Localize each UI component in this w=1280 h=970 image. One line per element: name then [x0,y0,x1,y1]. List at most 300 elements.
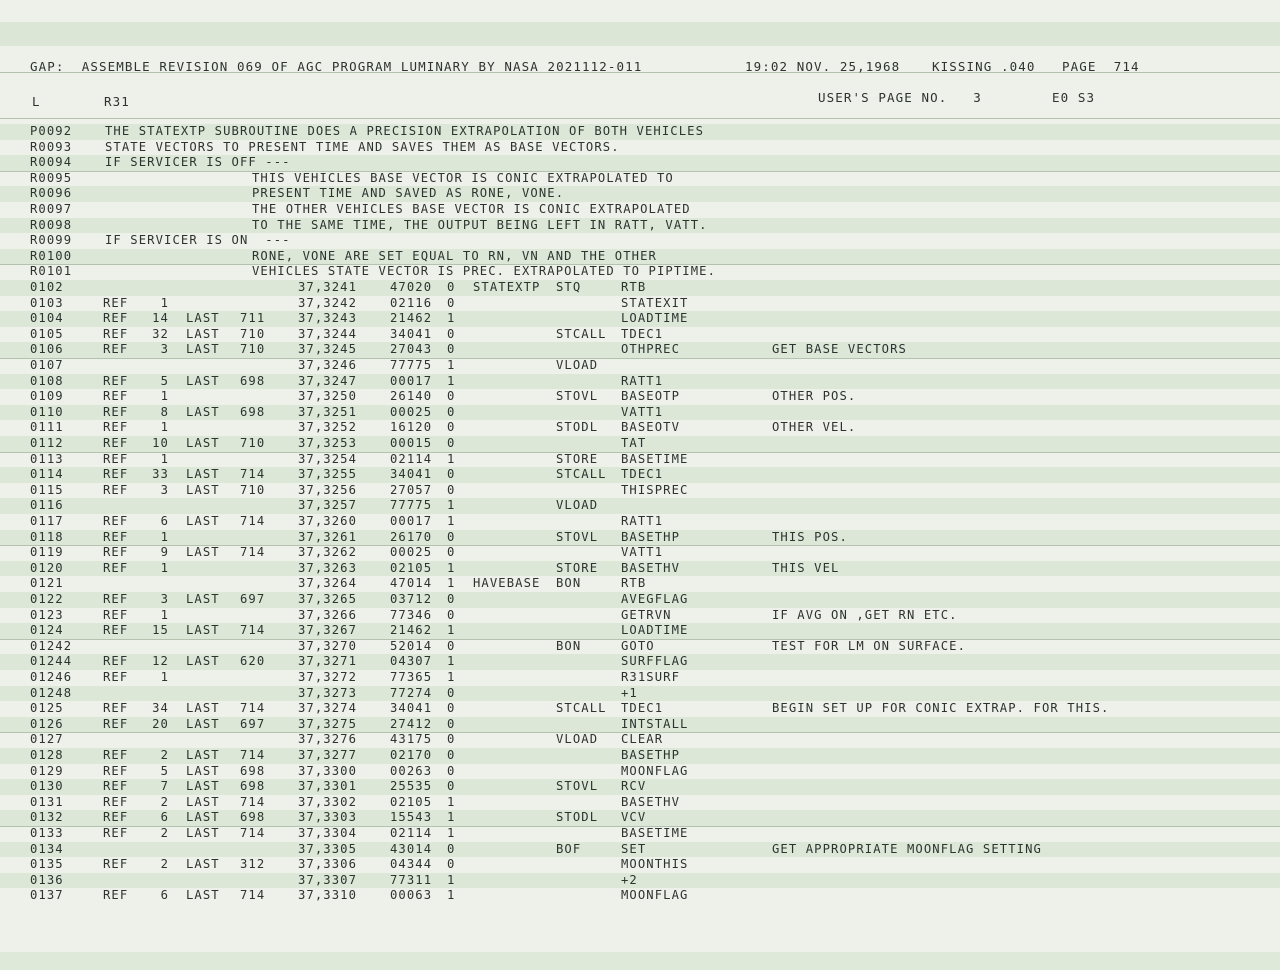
octal-code: 00015 [390,436,433,450]
line-number: 01246 [30,670,73,684]
last-label: LAST [186,826,220,840]
line-number: 0109 [30,389,64,404]
operand: RTB [621,576,647,591]
last-page: 714 [240,748,266,762]
last-page: 714 [240,826,266,840]
ref-count: 9 [160,545,169,560]
last-page: 698 [240,373,266,388]
address: 37,3257 [298,498,358,513]
operand: VCV [621,810,647,825]
line-number: 0118 [30,529,64,544]
last-label: LAST [186,436,220,450]
line-number: 01242 [30,638,73,653]
parity-flag: 1 [447,560,456,575]
line-number: 0105 [30,326,64,341]
address: 37,3304 [298,826,358,840]
octal-code: 00017 [390,514,433,528]
address: 37,3270 [298,638,358,653]
octal-code: 25535 [390,779,433,794]
parity-flag: 0 [447,420,456,435]
octal-code: 77274 [390,685,433,700]
last-label: LAST [186,342,220,357]
address: 37,3300 [298,763,358,778]
ref-label: REF [103,654,129,669]
parity-flag: 0 [447,295,456,310]
octal-code: 00025 [390,545,433,560]
parity-flag: 0 [447,342,456,357]
octal-code: 77775 [390,498,433,513]
last-label: LAST [186,482,220,497]
listing-row [0,670,1280,686]
ref-label: REF [103,389,129,404]
octal-code: 77346 [390,607,433,622]
log-section-l: L [32,94,41,109]
listing-row [0,842,1280,858]
last-label: LAST [186,701,220,716]
opcode: STCALL [556,701,607,716]
operand: RCV [621,779,647,794]
octal-code: 00025 [390,404,433,419]
operand: STATEXIT [621,295,689,310]
opcode: STODL [556,420,599,435]
listing-row [0,483,1280,499]
line-number: 0126 [30,716,64,731]
ref-label: REF [103,342,129,357]
last-page: 714 [240,794,266,809]
address: 37,3265 [298,592,358,606]
address: 37,3272 [298,670,358,684]
octal-code: 02114 [390,451,433,466]
operand: MOONTHIS [621,857,689,872]
line-number: R0098 [30,217,73,232]
last-page: 620 [240,654,266,669]
address: 37,3267 [298,623,358,638]
opcode: STOVL [556,529,599,544]
listing-row [0,748,1280,764]
line-number: 0129 [30,763,64,778]
listing-row [0,873,1280,889]
last-label: LAST [186,404,220,419]
listing-row [0,888,1280,904]
ref-label: REF [103,529,129,544]
listing-row [0,576,1280,592]
comment-text: VEHICLES STATE VECTOR IS PREC. EXTRAPOLATED TO PIPTIME. [252,264,717,279]
listing-row [0,795,1280,811]
ref-count: 20 [152,716,169,731]
parity-flag: 0 [447,529,456,544]
ref-count: 6 [160,810,169,825]
symbol-label: STATEXTP [473,280,541,294]
line-number: 0133 [30,826,64,840]
parity-flag: 1 [447,794,456,809]
ref-label: REF [103,373,129,388]
users-page-number: USER'S PAGE NO. 3 [818,90,982,105]
operand: TDEC1 [621,701,664,716]
ref-label: REF [103,420,129,435]
octal-code: 04344 [390,857,433,872]
ref-label: REF [103,326,129,341]
comment-text: THE OTHER VEHICLES BASE VECTOR IS CONIC EXTRAPOLATED [252,202,691,216]
line-number: 0132 [30,810,64,825]
ref-count: 5 [160,373,169,388]
operand: RTB [621,280,647,294]
ref-count: 2 [160,826,169,840]
opcode: STORE [556,451,599,466]
octal-code: 34041 [390,467,433,482]
address: 37,3251 [298,404,358,419]
line-number: 0114 [30,467,64,482]
ref-label: REF [103,748,129,762]
opcode: BON [556,576,582,591]
listing-row [0,249,1280,265]
line-number: 0107 [30,358,64,372]
address: 37,3275 [298,716,358,731]
opcode: VLOAD [556,498,599,513]
last-page: 714 [240,888,266,903]
operand: RATT1 [621,373,664,388]
ref-count: 15 [152,623,169,638]
header-title: GAP: ASSEMBLE REVISION 069 OF AGC PROGRAM LUMINARY BY NASA 2021112-011 [30,59,643,74]
listing-row [0,202,1280,218]
address: 37,3310 [298,888,358,903]
last-page: 711 [240,311,266,326]
ref-count: 3 [160,342,169,357]
line-number: 0137 [30,888,64,903]
last-label: LAST [186,311,220,326]
listing-row [0,124,1280,140]
operand: BASEOTP [621,389,681,404]
parity-flag: 0 [447,326,456,341]
parity-flag: 0 [447,685,456,700]
parity-flag: 0 [447,841,456,856]
address: 37,3262 [298,545,358,560]
ref-label: REF [103,607,129,622]
line-number: 0125 [30,701,64,716]
last-page: 714 [240,623,266,638]
line-number: 0131 [30,794,64,809]
parity-flag: 1 [447,311,456,326]
last-label: LAST [186,748,220,762]
ref-count: 1 [160,451,169,466]
line-number: R0096 [30,186,73,201]
line-number: R0094 [30,155,73,170]
comment: THIS VEL [772,560,840,575]
listing-row [0,639,1280,655]
octal-code: 52014 [390,638,433,653]
listing-row [0,717,1280,733]
ref-count: 1 [160,529,169,544]
address: 37,3243 [298,311,358,326]
octal-code: 15543 [390,810,433,825]
octal-code: 26170 [390,529,433,544]
ref-count: 5 [160,763,169,778]
last-label: LAST [186,514,220,528]
address: 37,3261 [298,529,358,544]
line-number: 0111 [30,420,64,435]
address: 37,3252 [298,420,358,435]
operand: BASETIME [621,826,689,840]
line-number: 0116 [30,498,64,513]
line-number: 0106 [30,342,64,357]
last-page: 714 [240,701,266,716]
comment: OTHER POS. [772,389,857,404]
listing-row [0,311,1280,327]
opcode: STCALL [556,467,607,482]
last-label: LAST [186,794,220,809]
last-label: LAST [186,716,220,731]
comment: GET BASE VECTORS [772,342,907,357]
listing-row [0,327,1280,343]
address: 37,3260 [298,514,358,528]
line-number: 0120 [30,560,64,575]
parity-flag: 1 [447,872,456,887]
ref-count: 1 [160,607,169,622]
address: 37,3266 [298,607,358,622]
last-page: 714 [240,467,266,482]
operand: BASETHV [621,560,681,575]
ref-label: REF [103,623,129,638]
operand: GETRVN [621,607,672,622]
ref-count: 3 [160,482,169,497]
comment: GET APPROPRIATE MOONFLAG SETTING [772,841,1042,856]
parity-flag: 0 [447,701,456,716]
operand: CLEAR [621,732,664,747]
address: 37,3241 [298,280,358,294]
listing-row [0,810,1280,826]
listing-row [0,420,1280,436]
line-number: 0113 [30,451,64,466]
octal-code: 43014 [390,841,433,856]
line-number: 0127 [30,732,64,747]
listing-row [0,592,1280,608]
comment-text: THE STATEXTP SUBROUTINE DOES A PRECISION EXTRAPOLATION OF BOTH VEHICLES [105,124,705,138]
comment-text: TO THE SAME TIME, THE OUTPUT BEING LEFT IN RATT, VATT. [252,217,708,232]
ref-label: REF [103,763,129,778]
last-page: 312 [240,857,266,872]
ref-label: REF [103,545,129,560]
listing-row [0,498,1280,514]
parity-flag: 1 [447,358,456,372]
ref-count: 14 [152,311,169,326]
operand: VATT1 [621,545,664,560]
ref-label: REF [103,560,129,575]
octal-code: 47020 [390,280,433,294]
operand: VATT1 [621,404,664,419]
line-number: P0092 [30,124,73,138]
last-page: 714 [240,514,266,528]
listing-row [0,732,1280,748]
listing-row [0,530,1280,546]
operand: TDEC1 [621,326,664,341]
ref-label: REF [103,670,129,684]
listing-row [0,374,1280,390]
line-number: 0112 [30,436,64,450]
listing-row [0,186,1280,202]
line-number: 0130 [30,779,64,794]
listing-row [0,405,1280,421]
parity-flag: 0 [447,592,456,606]
line-number: R0095 [30,170,73,185]
octal-code: 34041 [390,326,433,341]
line-number: 0115 [30,482,64,497]
address: 37,3303 [298,810,358,825]
octal-code: 27057 [390,482,433,497]
ref-count: 1 [160,295,169,310]
stripe-band [0,952,1280,970]
octal-code: 77311 [390,872,433,887]
listing-row [0,140,1280,156]
last-label: LAST [186,592,220,606]
ref-count: 12 [152,654,169,669]
ref-count: 6 [160,514,169,528]
ref-label: REF [103,779,129,794]
opcode: STOVL [556,389,599,404]
line-number: R0100 [30,248,73,263]
octal-code: 26140 [390,389,433,404]
line-number: 0110 [30,404,64,419]
header-time: 19:02 NOV. 25,1968 [745,59,901,74]
parity-flag: 0 [447,607,456,622]
parity-flag: 0 [447,638,456,653]
octal-code: 03712 [390,592,433,606]
octal-code: 00263 [390,763,433,778]
parity-flag: 1 [447,514,456,528]
listing-row [0,467,1280,483]
listing-row [0,826,1280,842]
comment: IF AVG ON ,GET RN ETC. [772,607,958,622]
address: 37,3264 [298,576,358,591]
listing-row [0,779,1280,795]
listing-row [0,857,1280,873]
address: 37,3302 [298,794,358,809]
last-label: LAST [186,810,220,825]
opcode: STQ [556,280,582,294]
listing-row [0,452,1280,468]
header-page: PAGE 714 [1062,59,1140,74]
last-page: 710 [240,436,266,450]
last-page: 710 [240,482,266,497]
octal-code: 27043 [390,342,433,357]
address: 37,3250 [298,389,358,404]
listing-row [0,171,1280,187]
ref-label: REF [103,810,129,825]
operand: AVEGFLAG [621,592,689,606]
opcode: BON [556,638,582,653]
line-number: R0097 [30,202,73,216]
ref-count: 8 [160,404,169,419]
operand: SURFFLAG [621,654,689,669]
line-number: 0128 [30,748,64,762]
last-label: LAST [186,467,220,482]
listing-row [0,342,1280,358]
ref-label: REF [103,451,129,466]
operand: BASEOTV [621,420,681,435]
parity-flag: 1 [447,576,456,591]
ref-label: REF [103,592,129,606]
ref-count: 1 [160,560,169,575]
last-label: LAST [186,857,220,872]
opcode: BOF [556,841,582,856]
operand: TAT [621,436,647,450]
octal-code: 27412 [390,716,433,731]
parity-flag: 1 [447,498,456,513]
octal-code: 16120 [390,420,433,435]
address: 37,3276 [298,732,358,747]
operand: MOONFLAG [621,763,689,778]
last-label: LAST [186,888,220,903]
operand: LOADTIME [621,623,689,638]
line-number: R0099 [30,233,73,248]
line-number: 01244 [30,654,73,669]
comment: OTHER VEL. [772,420,857,435]
last-label: LAST [186,779,220,794]
listing-row [0,155,1280,171]
address: 37,3247 [298,373,358,388]
line-number: 0134 [30,841,64,856]
operand: R31SURF [621,670,681,684]
last-page: 714 [240,545,266,560]
ref-label: REF [103,794,129,809]
octal-code: 77365 [390,670,433,684]
line-number: R0101 [30,264,73,279]
listing-row [0,686,1280,702]
line-number: 0121 [30,576,64,591]
listing-row [0,264,1280,280]
parity-flag: 0 [447,763,456,778]
address: 37,3245 [298,342,358,357]
last-page: 698 [240,779,266,794]
octal-code: 02170 [390,748,433,762]
ref-count: 1 [160,670,169,684]
address: 37,3271 [298,654,358,669]
ref-count: 1 [160,389,169,404]
line-number: 0117 [30,514,64,528]
parity-flag: 1 [447,451,456,466]
parity-flag: 1 [447,826,456,840]
listing-row [0,764,1280,780]
ref-count: 34 [152,701,169,716]
parity-flag: 1 [447,654,456,669]
line-number: 01248 [30,685,73,700]
header-kissing: KISSING .040 [932,59,1036,74]
parity-flag: 1 [447,373,456,388]
operand: BASETHP [621,529,681,544]
parity-flag: 0 [447,748,456,762]
line-number: 0135 [30,857,64,872]
parity-flag: 0 [447,732,456,747]
octal-code: 21462 [390,623,433,638]
ref-count: 3 [160,592,169,606]
line-number: 0104 [30,311,64,326]
operand: THISPREC [621,482,689,497]
ref-count: 32 [152,326,169,341]
operand: +1 [621,685,638,700]
ref-label: REF [103,888,129,903]
octal-code: 00017 [390,373,433,388]
opcode: VLOAD [556,358,599,372]
octal-code: 00063 [390,888,433,903]
listing-row [0,218,1280,234]
octal-code: 04307 [390,654,433,669]
opcode: STOVL [556,779,599,794]
ref-label: REF [103,295,129,310]
comment-text: PRESENT TIME AND SAVED AS RONE, VONE. [252,186,565,201]
address: 37,3253 [298,436,358,450]
parity-flag: 0 [447,482,456,497]
line-number: 0136 [30,872,64,887]
ref-count: 33 [152,467,169,482]
line-number: 0103 [30,295,64,310]
